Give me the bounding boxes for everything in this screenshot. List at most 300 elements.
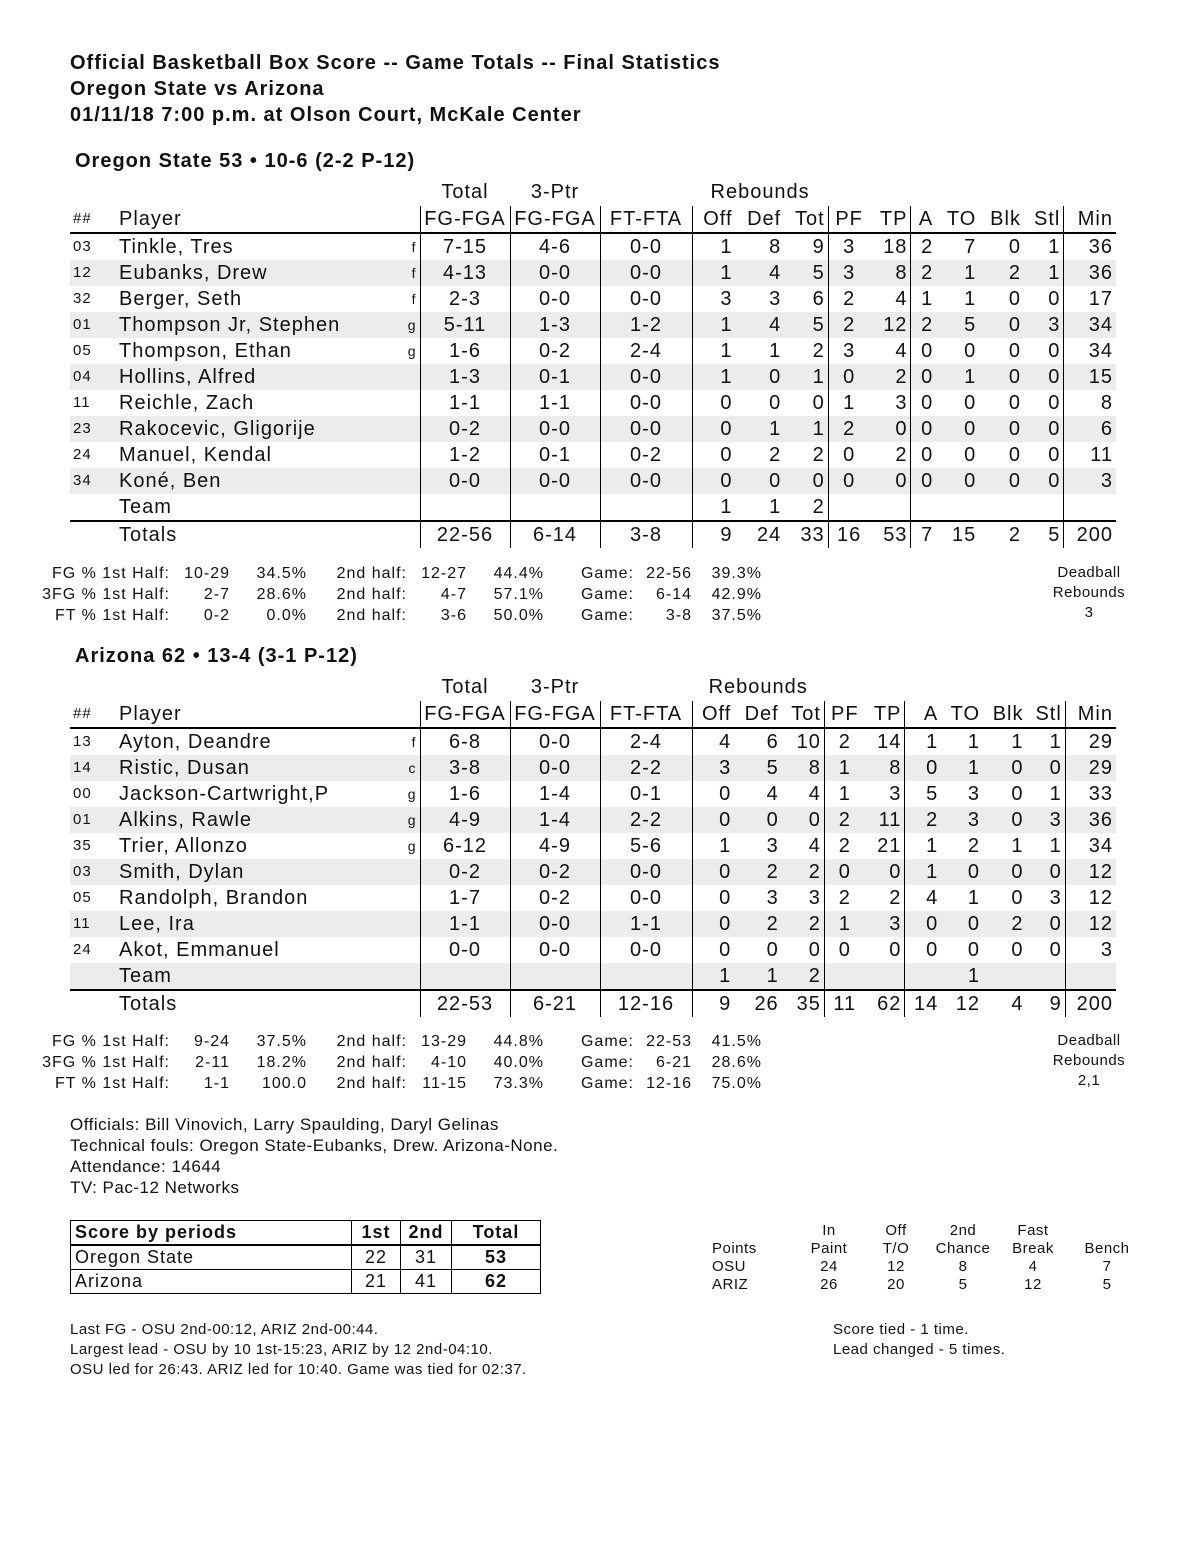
stat-turnovers: 0	[941, 859, 983, 885]
player-name: Thompson Jr, Stephen	[116, 312, 398, 338]
stat-3pt-fg-fga: 4-9	[510, 833, 600, 859]
team-title: Oregon State 53 • 10-6 (2-2 P-12)	[75, 150, 416, 172]
stat-fg-fga: 1-1	[420, 911, 510, 937]
total-assists: 14	[905, 990, 941, 1017]
stat-pf: 1	[824, 911, 864, 937]
stat-off-reb: 3	[720, 288, 733, 310]
stat-def-reb: 2	[734, 859, 781, 885]
stat-fg-fga: 1-7	[420, 885, 510, 911]
stat-minutes: 12	[1088, 887, 1113, 909]
misc-header: Off	[885, 1222, 907, 1239]
player-row	[70, 859, 1116, 885]
stat-def-reb: 3	[769, 288, 782, 310]
attendance: Attendance: 14644	[70, 1157, 222, 1176]
stat-blocks: 0	[1011, 783, 1024, 805]
stat-turnovers: 0	[936, 468, 979, 494]
stat-off-reb: 1	[720, 236, 733, 258]
stat-3pt-fg-fga: 0-0	[510, 755, 600, 781]
spacer	[824, 673, 1116, 701]
stat-fg-fga: 1-1	[420, 390, 510, 416]
stat-fg-fga: 7-15	[420, 233, 510, 260]
stat-minutes: 36	[1064, 260, 1116, 286]
stat-ft-fta: 2-4	[600, 338, 692, 364]
pct-gp: 28.6%	[711, 1054, 762, 1071]
player-row	[70, 755, 1116, 781]
totals-row	[70, 990, 1116, 1017]
stat-fg-fga: 0-2	[420, 859, 510, 885]
total-pf: 16	[828, 521, 869, 548]
player-number: 23	[70, 416, 116, 442]
periods-1st: 21	[352, 1270, 401, 1294]
player-number: 03	[73, 238, 92, 255]
stat-off-reb: 1	[692, 312, 736, 338]
stat-assists	[905, 963, 941, 990]
stat-turnovers: 1	[941, 755, 983, 781]
pct-line	[30, 584, 762, 605]
player-row	[70, 468, 1116, 494]
stat-def-reb: 1	[769, 340, 782, 362]
deadball-value: 2,1	[1077, 1072, 1101, 1089]
periods-2nd: 41	[401, 1270, 452, 1294]
stat-pf: 2	[838, 835, 851, 857]
stat-turnovers: 1	[967, 887, 981, 909]
player-row	[70, 728, 1116, 755]
spacer	[398, 990, 420, 1017]
player-row	[70, 338, 1116, 364]
spacer	[116, 673, 398, 701]
stat-def-reb: 6	[766, 731, 779, 753]
stat-minutes: 36	[1088, 236, 1113, 258]
box-score-table	[70, 178, 1116, 548]
pct-gp: 37.5%	[711, 607, 762, 624]
spacer	[398, 521, 420, 548]
stat-ft-fta: 2-2	[600, 755, 692, 781]
player-name: Lee, Ira	[116, 911, 398, 937]
periods-header-1st: 1st	[352, 1221, 401, 1246]
points-breakdown-table	[708, 1222, 1146, 1294]
stat-minutes: 3	[1100, 939, 1113, 961]
misc-value: 4	[1028, 1258, 1038, 1275]
stat-def-reb: 3	[766, 887, 779, 909]
pct-gl: Game:	[580, 1054, 634, 1071]
stat-assists: 1	[905, 859, 941, 885]
col-turnovers: TO	[941, 701, 983, 728]
player-number: 00	[73, 785, 92, 802]
stat-off-reb: 1	[720, 340, 733, 362]
total-blocks: 2	[979, 521, 1024, 548]
stat-assists: 0	[921, 392, 934, 414]
stat-tot-reb: 4	[782, 781, 825, 807]
total-fg-fga: 22-53	[420, 990, 510, 1017]
stat-ft-fta: 5-6	[600, 833, 692, 859]
stat-blocks: 1	[1011, 835, 1024, 857]
col-pf: PF	[828, 206, 869, 233]
pct-h2l: 2nd half:	[336, 1033, 407, 1050]
col-number: ##	[70, 701, 116, 728]
deadball-l2: Rebounds	[1052, 1052, 1126, 1069]
total-def-reb: 26	[734, 990, 781, 1017]
player-name: Ristic, Dusan	[116, 755, 398, 781]
player-position: c	[398, 755, 420, 781]
spacer	[398, 178, 420, 206]
stat-fg-fga: 1-3	[420, 364, 510, 390]
player-position: f	[411, 239, 417, 255]
group-total: Total	[441, 676, 489, 698]
stat-pf: 2	[838, 731, 851, 753]
stat-off-reb: 1	[719, 835, 732, 857]
player-position: g	[398, 807, 420, 833]
stat-ft-fta: 2-4	[600, 728, 692, 755]
pct-h1: 10-29	[184, 565, 230, 582]
column-group-row	[70, 673, 1116, 701]
player-row	[70, 911, 1116, 937]
pct-h2p: 50.0%	[493, 607, 544, 624]
stat-pf: 0	[838, 939, 851, 961]
stat-blocks: 2	[979, 260, 1024, 286]
stat-turnovers: 1	[936, 364, 979, 390]
last-fg: Last FG - OSU 2nd-00:12, ARIZ 2nd-00:44.	[70, 1321, 379, 1338]
footer-left	[70, 1320, 527, 1380]
stat-def-reb: 5	[734, 755, 781, 781]
pct-g: 6-21	[655, 1054, 692, 1071]
col-player: Player	[116, 206, 398, 233]
box-score-table	[70, 673, 1116, 1017]
stat-turnovers: 0	[936, 416, 979, 442]
misc-value: 24	[820, 1258, 838, 1275]
stat-steals: 1	[1026, 728, 1065, 755]
player-row	[70, 390, 1116, 416]
stat-steals: 1	[1026, 833, 1065, 859]
stat-steals: 3	[1026, 807, 1065, 833]
misc-header: Break	[1012, 1240, 1054, 1257]
player-name: Team	[116, 963, 398, 990]
stat-turnovers	[936, 494, 979, 521]
player-number: 01	[70, 807, 116, 833]
total-fg-fga: 22-56	[420, 521, 510, 548]
stat-assists: 4	[926, 887, 939, 909]
stat-tot-reb: 9	[784, 233, 828, 260]
officials: Officials: Bill Vinovich, Larry Spaulding, Daryl Gelinas	[70, 1115, 499, 1134]
player-position: g	[407, 343, 417, 359]
lead-changed: Lead changed - 5 times.	[833, 1341, 1006, 1358]
tv-network: TV: Pac-12 Networks	[70, 1178, 240, 1197]
player-row	[70, 885, 1116, 911]
stat-fg-fga: 2-3	[420, 286, 510, 312]
stat-ft-fta: 0-0	[600, 885, 692, 911]
total-tp: 62	[865, 990, 905, 1017]
player-row	[70, 937, 1116, 963]
stat-assists: 0	[911, 468, 936, 494]
stat-minutes: 17	[1088, 288, 1113, 310]
player-name: Jackson-Cartwright,P	[119, 783, 330, 805]
player-position: f	[411, 734, 417, 750]
stat-steals: 0	[1026, 755, 1065, 781]
total-pf: 11	[824, 990, 864, 1017]
total-steals: 5	[1024, 521, 1064, 548]
group-3ptr: 3-Ptr	[530, 676, 580, 698]
spacer	[70, 178, 116, 206]
stat-tot-reb: 0	[782, 807, 825, 833]
stat-pf: 0	[824, 859, 864, 885]
pct-h2l: 2nd half:	[336, 565, 407, 582]
stat-steals: 0	[1026, 937, 1065, 963]
player-row	[70, 416, 1116, 442]
footer-right	[833, 1320, 1005, 1360]
stat-fg-fga: 1-6	[420, 338, 510, 364]
stat-blocks: 0	[1011, 939, 1024, 961]
total-def-reb: 24	[736, 521, 785, 548]
stat-def-reb: 0	[766, 939, 779, 961]
deadball-l2: Rebounds	[1052, 584, 1126, 601]
player-name: Berger, Seth	[119, 288, 243, 310]
column-header-row	[70, 206, 1116, 233]
stat-tp: 4	[870, 338, 911, 364]
col-minutes: Min	[1064, 206, 1116, 233]
player-name: Tinkle, Tres	[119, 236, 234, 258]
stat-ft-fta: 0-0	[600, 286, 692, 312]
stat-fg-fga: 0-2	[420, 416, 510, 442]
stat-steals: 0	[1024, 286, 1064, 312]
col-fg-fga: FG-FGA	[420, 206, 510, 233]
stat-off-reb: 0	[719, 887, 732, 909]
col-tot-reb: Tot	[784, 206, 828, 233]
stat-off-reb: 0	[720, 444, 733, 466]
periods-1st: 22	[352, 1245, 401, 1270]
time-led: OSU led for 26:43. ARIZ led for 10:40. Game was tied for 02:37.	[70, 1361, 527, 1378]
pct-gp: 39.3%	[711, 565, 762, 582]
periods-header-label: Score by periods	[71, 1221, 352, 1246]
stat-def-reb: 8	[769, 236, 782, 258]
stat-tp	[865, 963, 905, 990]
misc-header: Paint	[810, 1240, 848, 1257]
player-number: 34	[70, 468, 116, 494]
stat-tp: 14	[865, 728, 905, 755]
stat-def-reb: 1	[769, 496, 782, 518]
stat-minutes: 12	[1065, 859, 1116, 885]
stat-turnovers: 1	[941, 963, 983, 990]
pct-h2l: 2nd half:	[336, 607, 407, 624]
misc-header: Chance	[935, 1240, 991, 1257]
pct-label: 3FG % 1st Half:	[42, 1054, 170, 1071]
periods-2nd: 31	[401, 1245, 452, 1270]
stat-minutes: 34	[1088, 835, 1113, 857]
misc-value: 8	[958, 1258, 968, 1275]
stat-pf	[824, 963, 864, 990]
player-position	[398, 442, 420, 468]
stat-tot-reb: 10	[782, 728, 825, 755]
player-number: 03	[70, 859, 116, 885]
player-row	[70, 494, 1116, 521]
stat-3pt-fg-fga: 0-0	[510, 911, 600, 937]
col-pf: PF	[824, 701, 864, 728]
score-by-periods-table	[70, 1220, 541, 1294]
stat-assists: 0	[905, 755, 941, 781]
stat-3pt-fg-fga: 0-0	[510, 468, 600, 494]
stat-minutes: 6	[1064, 416, 1116, 442]
stat-steals: 3	[1026, 885, 1065, 911]
periods-team: Arizona	[71, 1270, 352, 1294]
col-assists: A	[905, 701, 941, 728]
totals-label: Totals	[116, 521, 398, 548]
col-minutes: Min	[1065, 701, 1116, 728]
stat-tp: 2	[865, 885, 905, 911]
stat-ft-fta: 0-0	[600, 937, 692, 963]
stat-fg-fga: 4-13	[420, 260, 510, 286]
pct-h2p: 44.4%	[493, 565, 544, 582]
player-name: Koné, Ben	[116, 468, 398, 494]
stat-tot-reb: 1	[784, 416, 828, 442]
col-def-reb: Def	[736, 206, 785, 233]
stat-blocks: 0	[983, 755, 1026, 781]
stat-steals: 1	[1026, 781, 1065, 807]
stat-tot-reb: 2	[784, 338, 828, 364]
total-off-reb: 9	[692, 990, 734, 1017]
spacer	[398, 673, 420, 701]
pct-h2l: 2nd half:	[336, 1054, 407, 1071]
stat-off-reb: 3	[692, 755, 734, 781]
stat-steals	[1024, 494, 1064, 521]
pct-line	[30, 1073, 762, 1094]
stat-tot-reb: 5	[784, 312, 828, 338]
periods-total: 62	[452, 1270, 541, 1294]
stat-fg-fga: 3-8	[420, 755, 510, 781]
stat-blocks: 0	[1008, 236, 1021, 258]
stat-assists: 1	[926, 731, 939, 753]
stat-fg-fga: 0-0	[420, 937, 510, 963]
pct-line	[30, 1031, 762, 1052]
misc-team: ARIZ	[712, 1276, 749, 1293]
stat-minutes: 34	[1088, 340, 1113, 362]
stat-minutes	[1064, 494, 1116, 521]
pct-g: 22-53	[646, 1033, 692, 1050]
stat-minutes: 3	[1064, 468, 1116, 494]
misc-value: 7	[1102, 1258, 1112, 1275]
pct-h1: 0-2	[203, 607, 230, 624]
stat-pf: 2	[828, 416, 869, 442]
largest-lead: Largest lead - OSU by 10 1st-15:23, ARIZ by 12 2nd-04:10.	[70, 1341, 493, 1358]
pct-g: 6-14	[655, 586, 692, 603]
stat-3pt-fg-fga: 1-4	[510, 807, 600, 833]
stat-turnovers: 2	[967, 835, 981, 857]
stat-blocks: 0	[1008, 340, 1021, 362]
stat-def-reb: 0	[734, 807, 781, 833]
player-name: Eubanks, Drew	[116, 260, 398, 286]
stat-blocks: 0	[983, 859, 1026, 885]
stat-3pt-fg-fga: 0-0	[510, 937, 600, 963]
player-position	[398, 364, 420, 390]
stat-ft-fta: 0-0	[600, 416, 692, 442]
spacer	[600, 673, 692, 701]
stat-pf: 0	[828, 364, 869, 390]
stat-pf: 3	[843, 236, 856, 258]
spacer	[70, 990, 116, 1017]
stat-tp: 3	[865, 911, 905, 937]
stat-def-reb: 0	[769, 392, 782, 414]
player-number: 05	[73, 342, 92, 359]
stat-3pt-fg-fga	[510, 963, 600, 990]
periods-header-2nd: 2nd	[401, 1221, 452, 1246]
total-ft-fta: 3-8	[600, 521, 692, 548]
col-player: Player	[116, 701, 398, 728]
column-group-row	[70, 178, 1116, 206]
col-blocks: Blk	[979, 206, 1024, 233]
stat-assists: 5	[926, 783, 939, 805]
stat-tot-reb: 0	[784, 468, 828, 494]
player-number: 11	[70, 911, 116, 937]
pct-g: 22-56	[646, 565, 692, 582]
pct-h2p: 40.0%	[493, 1054, 544, 1071]
stat-pf: 2	[843, 288, 856, 310]
pct-line	[30, 605, 762, 626]
matchup: Oregon State vs Arizona	[70, 78, 325, 100]
player-number: 24	[73, 941, 92, 958]
stat-tot-reb: 0	[784, 390, 828, 416]
misc-header	[708, 1222, 794, 1240]
stat-assists: 0	[921, 444, 934, 466]
stat-off-reb: 0	[692, 859, 734, 885]
stat-assists: 2	[905, 807, 941, 833]
stat-ft-fta: 1-2	[600, 312, 692, 338]
col-def-reb: Def	[734, 701, 781, 728]
stat-def-reb: 4	[736, 312, 785, 338]
stat-minutes: 8	[1100, 392, 1113, 414]
stat-pf: 2	[838, 887, 851, 909]
player-row	[70, 963, 1116, 990]
misc-value: 20	[887, 1276, 905, 1293]
stat-def-reb: 2	[769, 444, 782, 466]
stat-3pt-fg-fga: 1-3	[510, 312, 600, 338]
stat-minutes: 29	[1088, 731, 1113, 753]
stat-minutes: 34	[1064, 312, 1116, 338]
stat-def-reb: 1	[736, 416, 785, 442]
col-ft-fta: FT-FTA	[600, 206, 692, 233]
col-turnovers: TO	[936, 206, 979, 233]
player-position	[398, 859, 420, 885]
misc-header: Points	[712, 1240, 757, 1257]
stat-tot-reb: 6	[784, 286, 828, 312]
col-off-reb: Off	[692, 701, 734, 728]
pct-gp: 41.5%	[711, 1033, 762, 1050]
stat-fg-fga: 0-0	[420, 468, 510, 494]
col-tp: TP	[865, 701, 905, 728]
stat-tp: 12	[870, 312, 911, 338]
shooting-percentages	[30, 563, 762, 626]
stat-ft-fta: 0-0	[600, 364, 692, 390]
stat-tp: 18	[870, 233, 911, 260]
total-3pt-fg-fga: 6-21	[510, 990, 600, 1017]
stat-3pt-fg-fga: 1-4	[510, 781, 600, 807]
stat-off-reb: 1	[720, 496, 733, 518]
stat-tp	[870, 494, 911, 521]
stat-steals: 1	[1024, 233, 1064, 260]
stat-steals: 0	[1024, 416, 1064, 442]
misc-header: T/O	[882, 1240, 910, 1257]
player-name: Hollins, Alfred	[116, 364, 398, 390]
player-number: 12	[70, 260, 116, 286]
col-ft-fta: FT-FTA	[600, 701, 692, 728]
deadball-value: 3	[1084, 604, 1094, 621]
misc-header: Bench	[1084, 1240, 1130, 1257]
group-3ptr: 3-Ptr	[530, 181, 580, 203]
stat-3pt-fg-fga: 0-2	[510, 859, 600, 885]
pct-g: 12-16	[646, 1075, 692, 1092]
misc-header: 2nd	[949, 1222, 977, 1239]
player-position	[398, 416, 420, 442]
stat-blocks: 0	[979, 312, 1024, 338]
stat-blocks: 2	[983, 911, 1026, 937]
stat-turnovers: 0	[967, 939, 981, 961]
col-fg-fga: FG-FGA	[420, 701, 510, 728]
